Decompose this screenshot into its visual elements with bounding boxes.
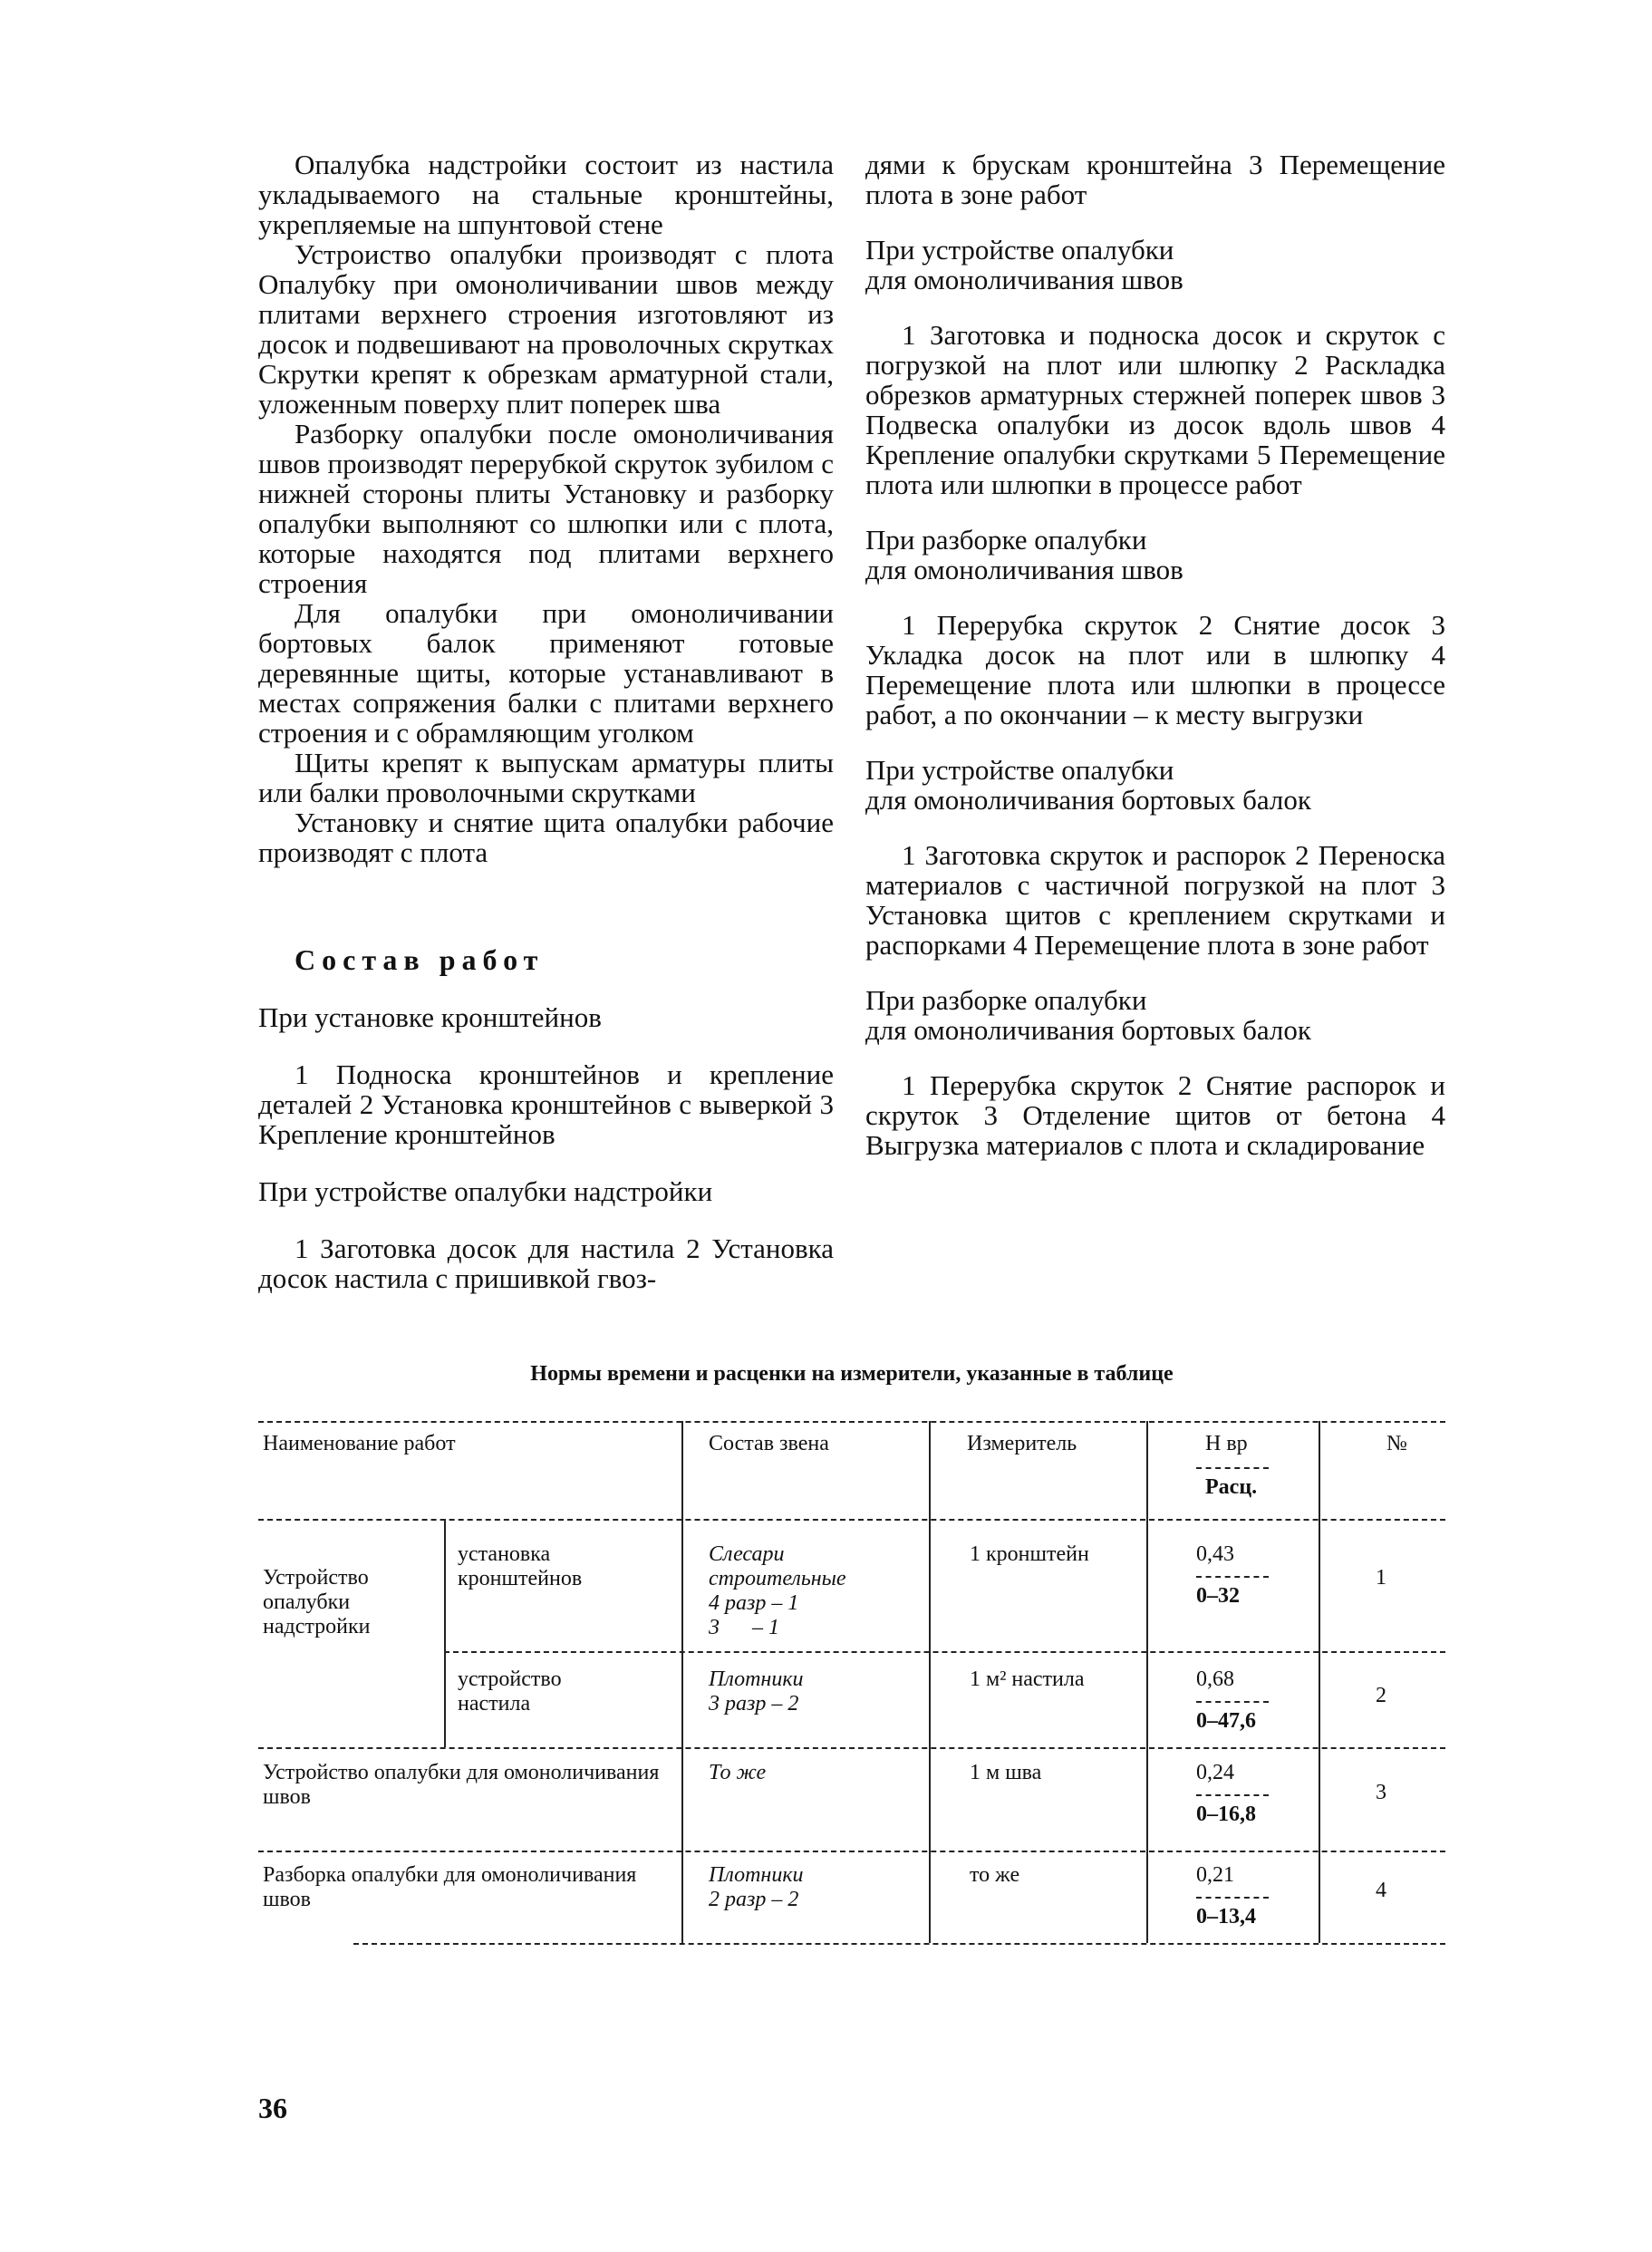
row-unit: то же xyxy=(970,1863,1020,1887)
row-norm: 0,43 xyxy=(1196,1542,1234,1566)
row-name: Устройство опалубки для омоноличивания швов xyxy=(263,1761,660,1809)
row-crew-detail: 4 разр – 1 3 – 1 xyxy=(709,1591,799,1639)
paragraph: 1 Перерубка скруток 2 Снятие досок 3 Укладка досок на плот или в шлюпку 4 Перемещение плота или шлюпки в процессе работ, а по окончании – к месту выгрузки xyxy=(865,609,1445,730)
subheading: для омоноличивания бортовых балок xyxy=(865,1014,1311,1046)
table-rule xyxy=(1146,1421,1148,1943)
paragraph: Разборку опалубки после омоноличивания швов производят перерубкой скруток зубилом с нижней стороны плиты Установку и разборку опалубки выполняют со шлюпки или с плота, которые находятся под плитами верхнего строения xyxy=(258,418,834,599)
fraction-line xyxy=(1196,1897,1269,1899)
row-name: устройство настила xyxy=(458,1667,562,1716)
row-rate: 0–16,8 xyxy=(1196,1803,1256,1826)
fraction-line xyxy=(1196,1576,1269,1578)
row-crew: То же xyxy=(709,1761,767,1784)
subheading: для омоноличивания швов xyxy=(865,554,1183,585)
header-num: № xyxy=(1386,1432,1407,1455)
row-unit: 1 кронштейн xyxy=(970,1542,1089,1566)
paragraph: Опалубка надстройки состоит из настила укладываемого на стальные кронштейны, укрепляемые на шпунтовой стене xyxy=(258,149,834,240)
row-rate: 0–47,6 xyxy=(1196,1709,1256,1733)
subheading: При устройстве опалубки xyxy=(865,234,1174,266)
paragraph: 1 Заготовка скруток и распорок 2 Переноска материалов с частичной погрузкой на плот 3 Установка щитов с креплением скрутками и распорками 4 Перемещение плота в зоне работ xyxy=(865,839,1445,961)
group-label: Устройство опалубки надстройки xyxy=(263,1566,371,1638)
table-title: Нормы времени и расценки на измерители, указанные в таблице xyxy=(530,1362,1174,1386)
header-rate: Расц. xyxy=(1205,1475,1258,1499)
row-norm: 0,21 xyxy=(1196,1863,1234,1887)
subheading: При устройстве опалубки надстройки xyxy=(258,1175,713,1207)
row-num: 1 xyxy=(1376,1566,1386,1590)
table-rule xyxy=(258,1851,1445,1852)
paragraph: Установку и снятие щита опалубки рабочие производят с плота xyxy=(258,807,834,868)
norms-table xyxy=(258,1421,1445,2037)
row-norm: 0,24 xyxy=(1196,1761,1234,1784)
paragraph: Для опалубки при омоноличивании бортовых балок применяют готовые деревянные щиты, которые устанавливают в местах сопряжения балки с плитами верхнего строения и с обрамляющим уголком xyxy=(258,597,834,749)
row-unit: 1 м шва xyxy=(970,1761,1042,1784)
row-num: 3 xyxy=(1376,1781,1386,1804)
row-crew: Плотники xyxy=(709,1863,804,1887)
table-rule xyxy=(929,1421,931,1943)
row-crew: Слесари строительные xyxy=(709,1542,846,1590)
section-title: Состав работ xyxy=(295,943,545,976)
subheading: При разборке опалубки xyxy=(865,984,1147,1016)
subheading: При установке кронштейнов xyxy=(258,1001,602,1033)
fraction-line xyxy=(1196,1701,1269,1703)
table-rule xyxy=(1319,1421,1320,1943)
fraction-line xyxy=(1196,1794,1269,1796)
subheading: для омоноличивания швов xyxy=(865,264,1183,295)
table-rule xyxy=(258,1519,1445,1521)
row-name: установка кронштейнов xyxy=(458,1542,583,1590)
row-num: 4 xyxy=(1376,1879,1386,1902)
row-name: Разборка опалубки для омоноличивания швов xyxy=(263,1863,637,1911)
page-number: 36 xyxy=(258,2092,287,2124)
subheading: При разборке опалубки xyxy=(865,524,1147,556)
header-norm: Н вр xyxy=(1205,1432,1248,1455)
paragraph: Щиты крепят к выпускам арматуры плиты или балки проволочными скрутками xyxy=(258,747,834,808)
paragraph: Устроиство опалубки производят с плота Опалубку при омоноличивании швов между плитами верхнего строения изготовляют из досок и подвешивают на проволочных скрутках Скрутки крепят к обрезкам арматурной стали, уложенным поверху плит поперек шва xyxy=(258,238,834,420)
subheading: При устройстве опалубки xyxy=(865,754,1174,786)
table-rule xyxy=(353,1943,1445,1945)
table-rule xyxy=(681,1421,683,1943)
table-rule xyxy=(444,1519,446,1747)
row-num: 2 xyxy=(1376,1684,1386,1707)
paragraph: 1 Перерубка скруток 2 Снятие распорок и скруток 3 Отделение щитов от бетона 4 Выгрузка материалов с плота и складирование xyxy=(865,1069,1445,1161)
table-rule xyxy=(258,1421,1445,1423)
row-unit: 1 м² настила xyxy=(970,1667,1085,1691)
paragraph: 1 Подноска кронштейнов и крепление деталей 2 Установка кронштейнов с выверкой 3 Крепление кронштейнов xyxy=(258,1058,834,1150)
paragraph: 1 Заготовка досок для настила 2 Установка досок настила с пришивкой гвоз- xyxy=(258,1232,834,1294)
header-unit: Измеритель xyxy=(967,1432,1077,1455)
row-crew-detail: 2 разр – 2 xyxy=(709,1888,799,1911)
row-rate: 0–32 xyxy=(1196,1584,1240,1608)
row-crew: Плотники xyxy=(709,1667,804,1691)
left-column xyxy=(258,150,834,1293)
paragraph: 1 Заготовка и подноска досок и скруток с погрузкой на плот или шлюпку 2 Раскладка обрезков арматурных стержней поперек швов 3 Подвеска опалубки из досок вдоль швов 4 Крепление опалубки скрутками 5 Перемещение плота или шлюпки в процессе работ xyxy=(865,319,1445,500)
row-rate: 0–13,4 xyxy=(1196,1905,1256,1928)
header-name: Наименование работ xyxy=(263,1432,456,1455)
row-norm: 0,68 xyxy=(1196,1667,1234,1691)
paragraph: дями к брускам кронштейна 3 Перемещение плота в зоне работ xyxy=(865,149,1445,210)
table-rule xyxy=(444,1651,1445,1653)
subheading: для омоноличивания бортовых балок xyxy=(865,784,1311,816)
fraction-line xyxy=(1196,1467,1269,1469)
right-column xyxy=(865,150,1445,1160)
row-crew-detail: 3 разр – 2 xyxy=(709,1692,799,1716)
header-crew: Состав звена xyxy=(709,1432,829,1455)
table-rule xyxy=(258,1747,1445,1749)
